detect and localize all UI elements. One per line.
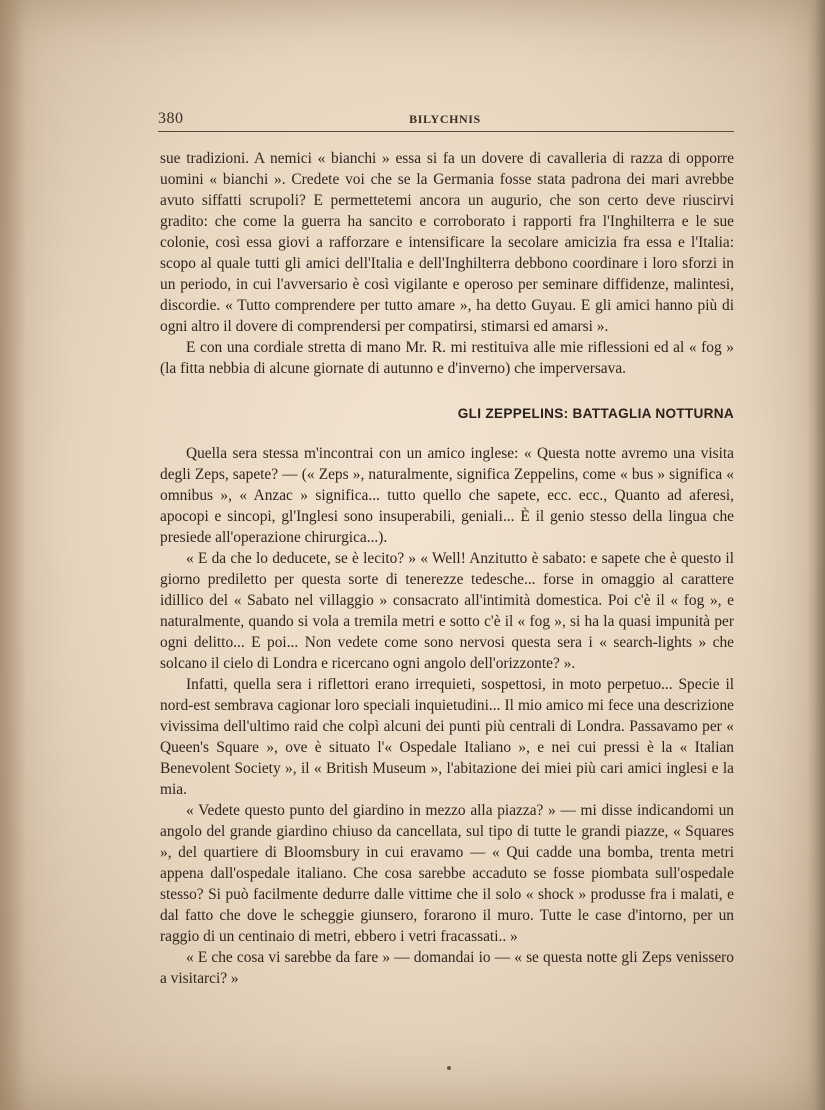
- header-rule: [158, 131, 734, 132]
- paragraph: « E che cosa vi sarebbe da fare » — domandai io — « se questa notte gli Zeps venissero a visitarci? »: [160, 949, 734, 987]
- page-header: [158, 110, 732, 132]
- section-heading: GLI ZEPPELINS: BATTAGLIA NOTTURNA: [457, 406, 734, 421]
- paragraph: E con una cordiale stretta di mano Mr. R. mi restituiva alle mie riflessioni ed al « fog » (la fitta nebbia di alcune giornate di autunno e d'inverno) che imperversava.: [160, 339, 734, 377]
- ink-speck: [447, 1066, 451, 1070]
- running-title: BILYCHNIS: [409, 112, 481, 126]
- page-binding-shadow: [0, 0, 26, 1110]
- paragraph: sue tradizioni. A nemici « bianchi » essa si fa un dovere di cavalleria di razza di opporre uomini « bianchi ». Credete voi che se la Germania fosse stata padrona dei mari avrebbe avuto siffatti scrupoli? E permettetemi ancora un augurio, che son certo deve riuscirvi gradito: che come la guerra ha sancito e corroborato i rapporti fra l'Inghilterra e le sue colonie, così essa giovi a rafforzare e intensificare la secolare amicizia fra essa e l'Italia: scopo al quale tutti gli amici dell'Italia e dell'Inghilterra debbono coordinare i loro sforzi in un periodo, in cui l'avversario è così vigilante e operoso per seminare diffidenze, malintesi, discordie. « Tutto comprendere per tutto amare », ha detto Guyau. E gli amici hanno più di ogni altro il dovere di comprendersi per compatirsi, stimarsi ed amarsi ».: [160, 150, 734, 335]
- page-number: 380: [158, 110, 184, 127]
- paragraph: « Vedete questo punto del giardino in mezzo alla piazza? » — mi disse indicandomi un angolo del grande giardino chiuso da cancellata, sul tipo di tutte le grandi piazze, « Squares », del quartiere di Bloomsbury in cui eravamo — « Qui cadde una bomba, trenta metri appena dall'ospedale italiano. Che cosa sarebbe accaduto se fosse piombata sull'ospedale stesso? Si può facilmente dedurre dalle vittime che il solo « shock » produsse fra i malati, e dal fatto che dove le scheggie giunsero, forarono il muro. Tutte le case d'intorno, per un raggio di un centinaio di metri, ebbero i vetri fracassati.. »: [160, 802, 734, 945]
- article-body: [160, 148, 734, 989]
- page-edge-shadow: [807, 0, 825, 1110]
- paragraph: « E da che lo deducete, se è lecito? » « Well! Anzitutto è sabato: e sapete che è questo il giorno prediletto per questa sorte di tenerezze tedesche... forse in omaggio al carattere idillico del « Sabato nel villaggio » consacrato all'intimità domestica. Poi c'è il « fog », e naturalmente, quando si vola a tremila metri e sotto c'è il « fog », si ha la quasi impunità per ogni delitto... E poi... Non vedete come sono nervosi questa sera i « search-lights » che solcano il cielo di Londra e ricercano ogni angolo dell'orizzonte? ».: [160, 550, 734, 672]
- paragraph: Quella sera stessa m'incontrai con un amico inglese: « Questa notte avremo una visita degli Zeps, sapete? — (« Zeps », naturalmente, significa Zeppelins, come « bus » significa « omnibus », « Anzac » significa... tutto quello che sapete, ecc. ecc., Quanto ad aferesi, apocopi e sincopi, gl'Inglesi sono insuperabili, geniali... È il genio stesso della lingua che presiede all'operazione chirurgica...).: [160, 445, 734, 546]
- paragraph: Infatti, quella sera i riflettori erano irrequieti, sospettosi, in moto perpetuo... Specie il nord-est sembrava cagionar loro speciali inquietudini... Il mio amico mi fece una descrizione vivissima dell'ultimo raid che colpì alcuni dei punti più centrali di Londra. Passavamo per « Queen's Square », ove è situato l'« Ospedale Italiano », e nei cui pressi è la « Italian Benevolent Society », il « British Museum », l'abitazione dei miei più cari amici inglesi e la mia.: [160, 676, 734, 798]
